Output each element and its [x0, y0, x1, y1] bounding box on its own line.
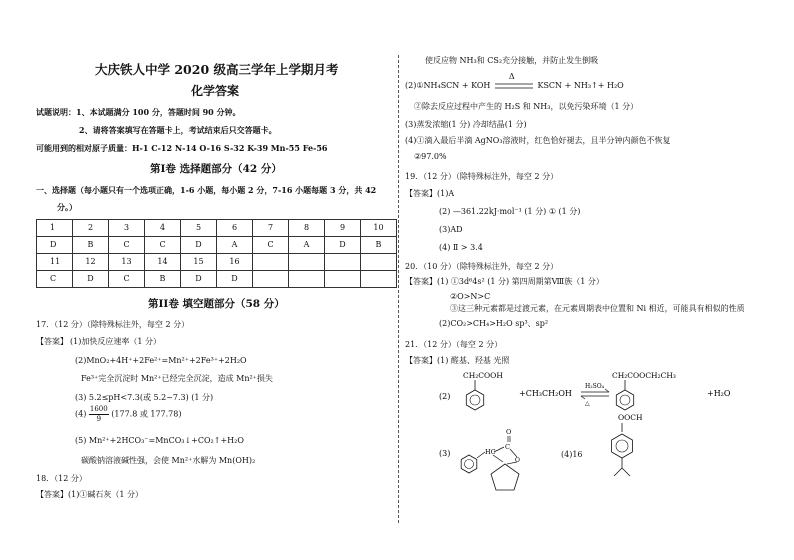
benzene-ring-icon	[612, 434, 633, 458]
q20-answer-1b: ②O>N>C	[450, 292, 491, 301]
carbonyl-carbon: C	[505, 443, 510, 451]
table-cell	[289, 271, 325, 288]
table-cell: 12	[73, 254, 109, 271]
table-row	[37, 254, 397, 271]
ester-chain: CH₂COOCH₂CH₃	[612, 371, 676, 380]
part2-heading: 第ⅠⅠ卷 填空题部分（58 分）	[148, 298, 285, 310]
table-row	[37, 237, 397, 254]
answer-table	[36, 219, 397, 288]
fraction-numerator: 1600	[89, 405, 108, 413]
q18-answer-2	[405, 72, 624, 91]
benzene-ring-icon	[461, 455, 477, 473]
plus-ethanol: +CH₃CH₂OH	[519, 389, 572, 398]
formate-group: OOCH	[618, 413, 643, 422]
q18-answer-1-cont: 使反应物 NH₃和 CS₂充分接触，并防止发生倒吸	[425, 56, 599, 65]
fraction	[89, 405, 109, 424]
column-divider	[398, 55, 399, 523]
catalyst-label: H₂SO₄	[585, 383, 605, 390]
q17-answer-2b: Fe³⁺完全沉淀时 Mn²⁺已经完全沉淀，造成 Mn²⁺损失	[81, 374, 273, 383]
page-title: 大庆铁人中学 2020 级高三学年上学期月考	[95, 62, 339, 77]
equals-arrow-icon	[493, 81, 535, 91]
q18-a2-left: (2)①NH₄SCN + KOH	[405, 81, 491, 90]
table-cell: B	[145, 271, 181, 288]
table-cell: 5	[181, 220, 217, 237]
table-cell: 1	[37, 220, 73, 237]
table-cell	[325, 254, 361, 271]
plus-water: +H₂O	[707, 389, 731, 398]
table-cell: 6	[217, 220, 253, 237]
table-cell: 14	[145, 254, 181, 271]
table-cell: D	[325, 237, 361, 254]
benzene-ring-icon	[466, 380, 483, 410]
table-cell	[253, 254, 289, 271]
q18-answer-3: (3)蒸发浓缩(1 分) 冷却结晶(1 分)	[405, 120, 527, 129]
q17-answer-3: (3) 5.2≤pH<7.3(或 5.2~7.3) (1 分)	[75, 393, 214, 402]
heat-arrow	[493, 72, 535, 91]
q17-answer-2: (2)MnO₂+4H⁺+2Fe²⁺=Mn²⁺+2Fe³⁺+2H₂O	[75, 356, 247, 365]
table-cell: 8	[289, 220, 325, 237]
table-cell	[361, 271, 397, 288]
table-cell: D	[73, 271, 109, 288]
table-cell: 11	[37, 254, 73, 271]
part1-instruction-line2: 分。）	[57, 202, 77, 212]
table-cell: 2	[73, 220, 109, 237]
fraction-denominator: 9	[96, 415, 102, 423]
table-cell: C	[145, 237, 181, 254]
table-cell: A	[217, 237, 253, 254]
table-cell: D	[217, 271, 253, 288]
reaction-label: (2)	[439, 392, 451, 401]
q21-answer-4: (4)16	[561, 450, 583, 459]
structure-3-label: (3)	[439, 449, 451, 458]
table-cell: A	[289, 237, 325, 254]
q19-answer-2: (2) —361.22kJ·mol⁻¹ (1 分) ① (1 分)	[439, 207, 581, 216]
atomic-masses: 可能用到的相对原子质量：H-1 C-12 N-14 O-16 S-32 K-39 Mn-55 Fe-56	[36, 143, 328, 153]
table-cell: 13	[109, 254, 145, 271]
q18-header: 18．（12 分）	[36, 474, 87, 483]
table-cell: 9	[325, 220, 361, 237]
q19-answer-3: (3)AD	[439, 225, 463, 234]
reversible-arrow-icon	[581, 389, 609, 407]
q21-header: 21．（12 分）（每空 2 分）	[405, 340, 503, 349]
q17-answer-1: (1)加快反应速率（1 分）	[70, 337, 161, 346]
table-cell: 16	[217, 254, 253, 271]
table-row	[37, 220, 397, 237]
q18-answer-1: 【答案】(1)①碱石灰（1 分）	[36, 490, 143, 499]
q19-answer-1: 【答案】(1)A	[405, 189, 455, 198]
table-cell	[361, 254, 397, 271]
q19-answer-4: (4) Ⅱ > 3.4	[439, 243, 483, 252]
table-row	[37, 271, 397, 288]
carbonyl-oxygen: O	[506, 428, 512, 436]
table-cell	[289, 254, 325, 271]
table-cell	[253, 271, 289, 288]
q18-answer-4b: ②97.0%	[414, 152, 447, 161]
table-cell	[325, 271, 361, 288]
table-cell: 7	[253, 220, 289, 237]
table-cell: 4	[145, 220, 181, 237]
phenylacetic-acid-chain: CH₂COOH	[463, 371, 503, 380]
part1-instruction-line1: 一、选择题（每小题只有一个选项正确，1-6 小题，每小题 2 分，7-16 小题每题 3 分，共 42	[36, 185, 377, 195]
table-cell: B	[73, 237, 109, 254]
delta-symbol: Δ	[508, 72, 515, 81]
table-cell: C	[109, 237, 145, 254]
q21-answer-1: 【答案】(1) 醛基、羟基 光照	[405, 356, 510, 365]
table-cell: 10	[361, 220, 397, 237]
table-cell: D	[181, 237, 217, 254]
test-note-2: 2、请将答案填写在答题卡上，考试结束后只交答题卡。	[79, 125, 277, 135]
q18-answer-4: (4)①滴入最后半滴 AgNO₃溶液时，红色恰好褪去，且半分钟内颜色不恢复	[405, 136, 671, 145]
q18-a2-right: KSCN + NH₃↑+ H₂O	[537, 81, 624, 90]
reaction-equation	[405, 368, 790, 428]
table-cell: 15	[181, 254, 217, 271]
q17-a4-suffix: (177.8 或 177.78)	[111, 409, 182, 419]
formate-ester-structure	[600, 410, 660, 500]
svg-text:△: △	[585, 400, 590, 407]
q17-a4-prefix: (4)	[75, 409, 87, 419]
q17-answer-5b: 碳酸钠溶液碱性强，会使 Mn²⁺水解为 Mn(OH)₂	[81, 456, 256, 465]
q17-answer-4	[75, 405, 182, 424]
table-cell: B	[361, 237, 397, 254]
table-cell: 3	[109, 220, 145, 237]
table-cell: D	[181, 271, 217, 288]
table-cell: D	[37, 237, 73, 254]
q20-answer-2: (2)CO₂>CH₄>H₂O sp³、sp²	[439, 319, 549, 328]
q17-header: 17．（12 分）（除特殊标注外，每空 2 分）	[36, 320, 190, 329]
spiro-lactone-structure	[405, 424, 565, 510]
q17-answer-label: 【答案】	[36, 337, 68, 346]
q20-answer-1c: ③这三种元素都是过渡元素，在元素周期表中位置和 Ni 相近，可能具有相似的性质	[450, 304, 745, 313]
svg-text:O: O	[515, 457, 520, 464]
q20-answer-1: 【答案】(1) ①3d⁶4s² (1 分) 第四周期第Ⅷ族（1 分）	[405, 277, 604, 286]
table-cell: C	[253, 237, 289, 254]
cyclopentane-ring-icon	[491, 464, 519, 490]
benzene-ring-icon	[616, 380, 633, 410]
q20-header: 20．（10 分）（除特殊标注外，每空 2 分）	[405, 262, 559, 271]
q19-header: 19．（12 分）（除特殊标注外，每空 2 分）	[405, 172, 559, 181]
test-note-1: 试题说明：1、本试题满分 100 分，答题时间 90 分钟。	[36, 107, 241, 117]
ring-hc: HC	[485, 448, 496, 456]
page-subtitle: 化学答案	[191, 84, 240, 98]
table-cell: C	[109, 271, 145, 288]
q17-answer-5: (5) Mn²⁺+2HCO₃⁻=MnCO₃↓+CO₂↑+H₂O	[75, 436, 244, 445]
q18-answer-2b: ②除去反应过程中产生的 H₂S 和 NH₃，以免污染环境（1 分）	[414, 102, 639, 111]
table-cell: C	[37, 271, 73, 288]
part1-heading: 第Ⅰ卷 选择题部分（42 分）	[150, 163, 282, 175]
